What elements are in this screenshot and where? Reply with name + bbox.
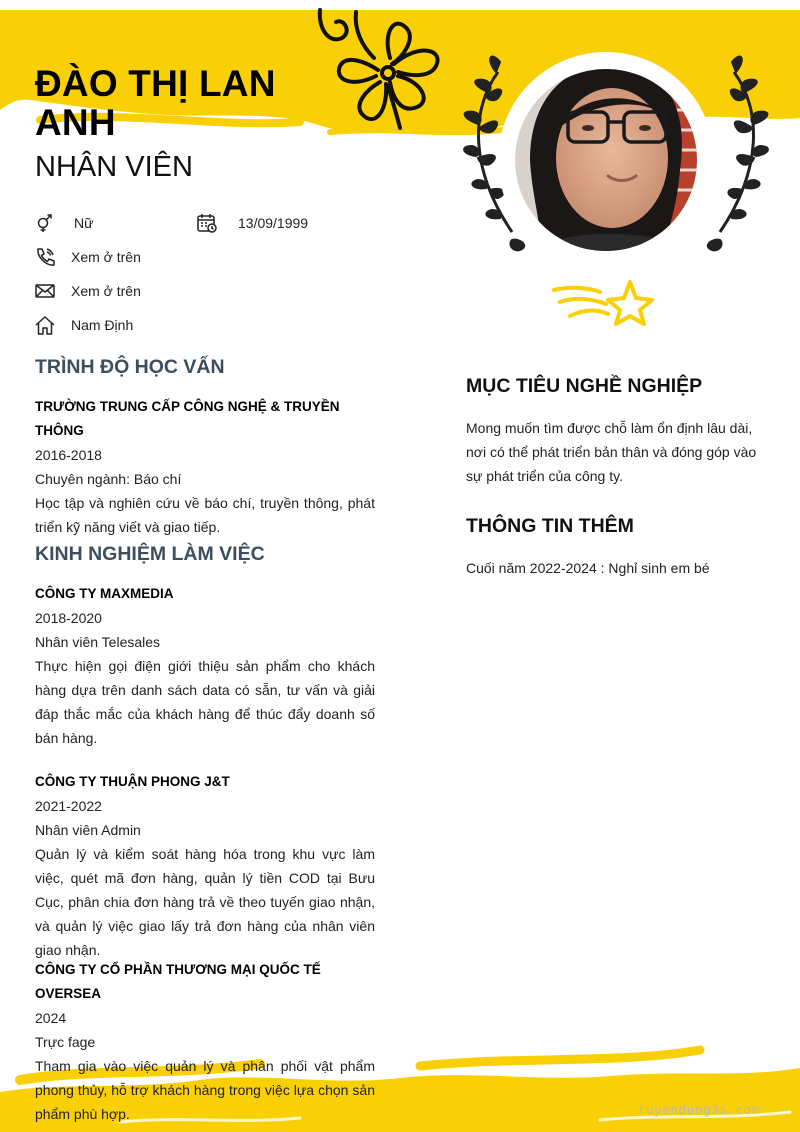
job-role: Nhân viên Admin xyxy=(35,822,141,838)
star-icon xyxy=(554,282,652,324)
job-entry xyxy=(35,770,375,962)
email-value: Xem ở trên xyxy=(71,283,141,299)
job-entry xyxy=(35,582,375,750)
info-phone xyxy=(34,245,141,269)
job-years: 2024 xyxy=(35,1010,67,1026)
school-name: TRƯỜNG TRUNG CẤP CÔNG NGHỆ & TRUYỀN THÔNG xyxy=(35,399,340,438)
gender-value: Nữ xyxy=(74,215,94,231)
job-role: Nhân viên Telesales xyxy=(35,634,161,650)
education-entry xyxy=(35,395,375,539)
job-years: 2021-2022 xyxy=(35,798,102,814)
home-icon xyxy=(34,314,56,336)
education-major: Chuyên ngành: Báo chí xyxy=(35,471,182,487)
experience-heading: KINH NGHIỆM LÀM VIỆC xyxy=(35,543,265,565)
address-value: Nam Định xyxy=(71,317,134,333)
info-address xyxy=(34,313,133,337)
company-name: CÔNG TY THUẬN PHONG J&T xyxy=(35,774,230,789)
birthdate-value: 13/09/1999 xyxy=(238,215,309,231)
job-description: Quản lý và kiểm soát hàng hóa trong khu vực làm việc, quét mã đơn hàng, quản lý tiền COD tại Bưu Cục, phân chia đơn hàng trả về theo tuyến giao nhận, và quản lý việc giao lấy trả đơn hàng của nhân viên giao nhận. xyxy=(35,846,375,958)
calendar-icon xyxy=(196,212,218,234)
job-description: Tham gia vào việc quản lý và phân phối vật phẩm phong thủy, hỗ trợ khách hàng trong việc lựa chọn sản phẩm phù hợp. xyxy=(35,1058,375,1122)
additional-info-text: Cuối năm 2022-2024 : Nghỉ sinh em bé xyxy=(466,560,710,576)
education-description: Học tập và nghiên cứu về báo chí, truyền thông, phát triển kỹ năng viết và giao tiếp. xyxy=(35,495,375,535)
job-description: Thực hiện gọi điện giới thiệu sản phẩm cho khách hàng dựa trên danh sách data có sẵn, tư vấn và giải đáp thắc mắc của khách hàng để thúc đẩy doanh số bán hàng. xyxy=(35,658,375,746)
info-email xyxy=(34,279,141,303)
info-gender xyxy=(34,211,93,235)
phone-icon xyxy=(34,246,56,268)
education-years: 2016-2018 xyxy=(35,447,102,463)
job-role: Trực fage xyxy=(35,1034,96,1050)
candidate-name: ĐÀO THỊ LAN ANH xyxy=(35,63,276,143)
additional-info-heading: THÔNG TIN THÊM xyxy=(466,515,634,537)
phone-value: Xem ở trên xyxy=(71,249,141,265)
envelope-icon xyxy=(34,280,56,302)
info-birthdate xyxy=(196,211,308,235)
education-heading: TRÌNH ĐỘ HỌC VẤN xyxy=(35,356,225,378)
job-entry xyxy=(35,958,375,1126)
gender-icon xyxy=(34,212,56,234)
objective-text: Mong muốn tìm được chỗ làm ổn định lâu dài, nơi có thể phát triển bản thân và đóng góp vào sự phát triển của công ty. xyxy=(466,420,757,484)
watermark: tuyendung3s.com xyxy=(638,1102,760,1117)
company-name: CÔNG TY MAXMEDIA xyxy=(35,586,174,601)
objective-heading: MỤC TIÊU NGHỀ NGHIỆP xyxy=(466,375,703,397)
company-name: CÔNG TY CỔ PHẦN THƯƠNG MẠI QUỐC TẾ OVERSEA xyxy=(35,962,321,1001)
job-title: NHÂN VIÊN xyxy=(35,151,193,183)
job-years: 2018-2020 xyxy=(35,610,102,626)
